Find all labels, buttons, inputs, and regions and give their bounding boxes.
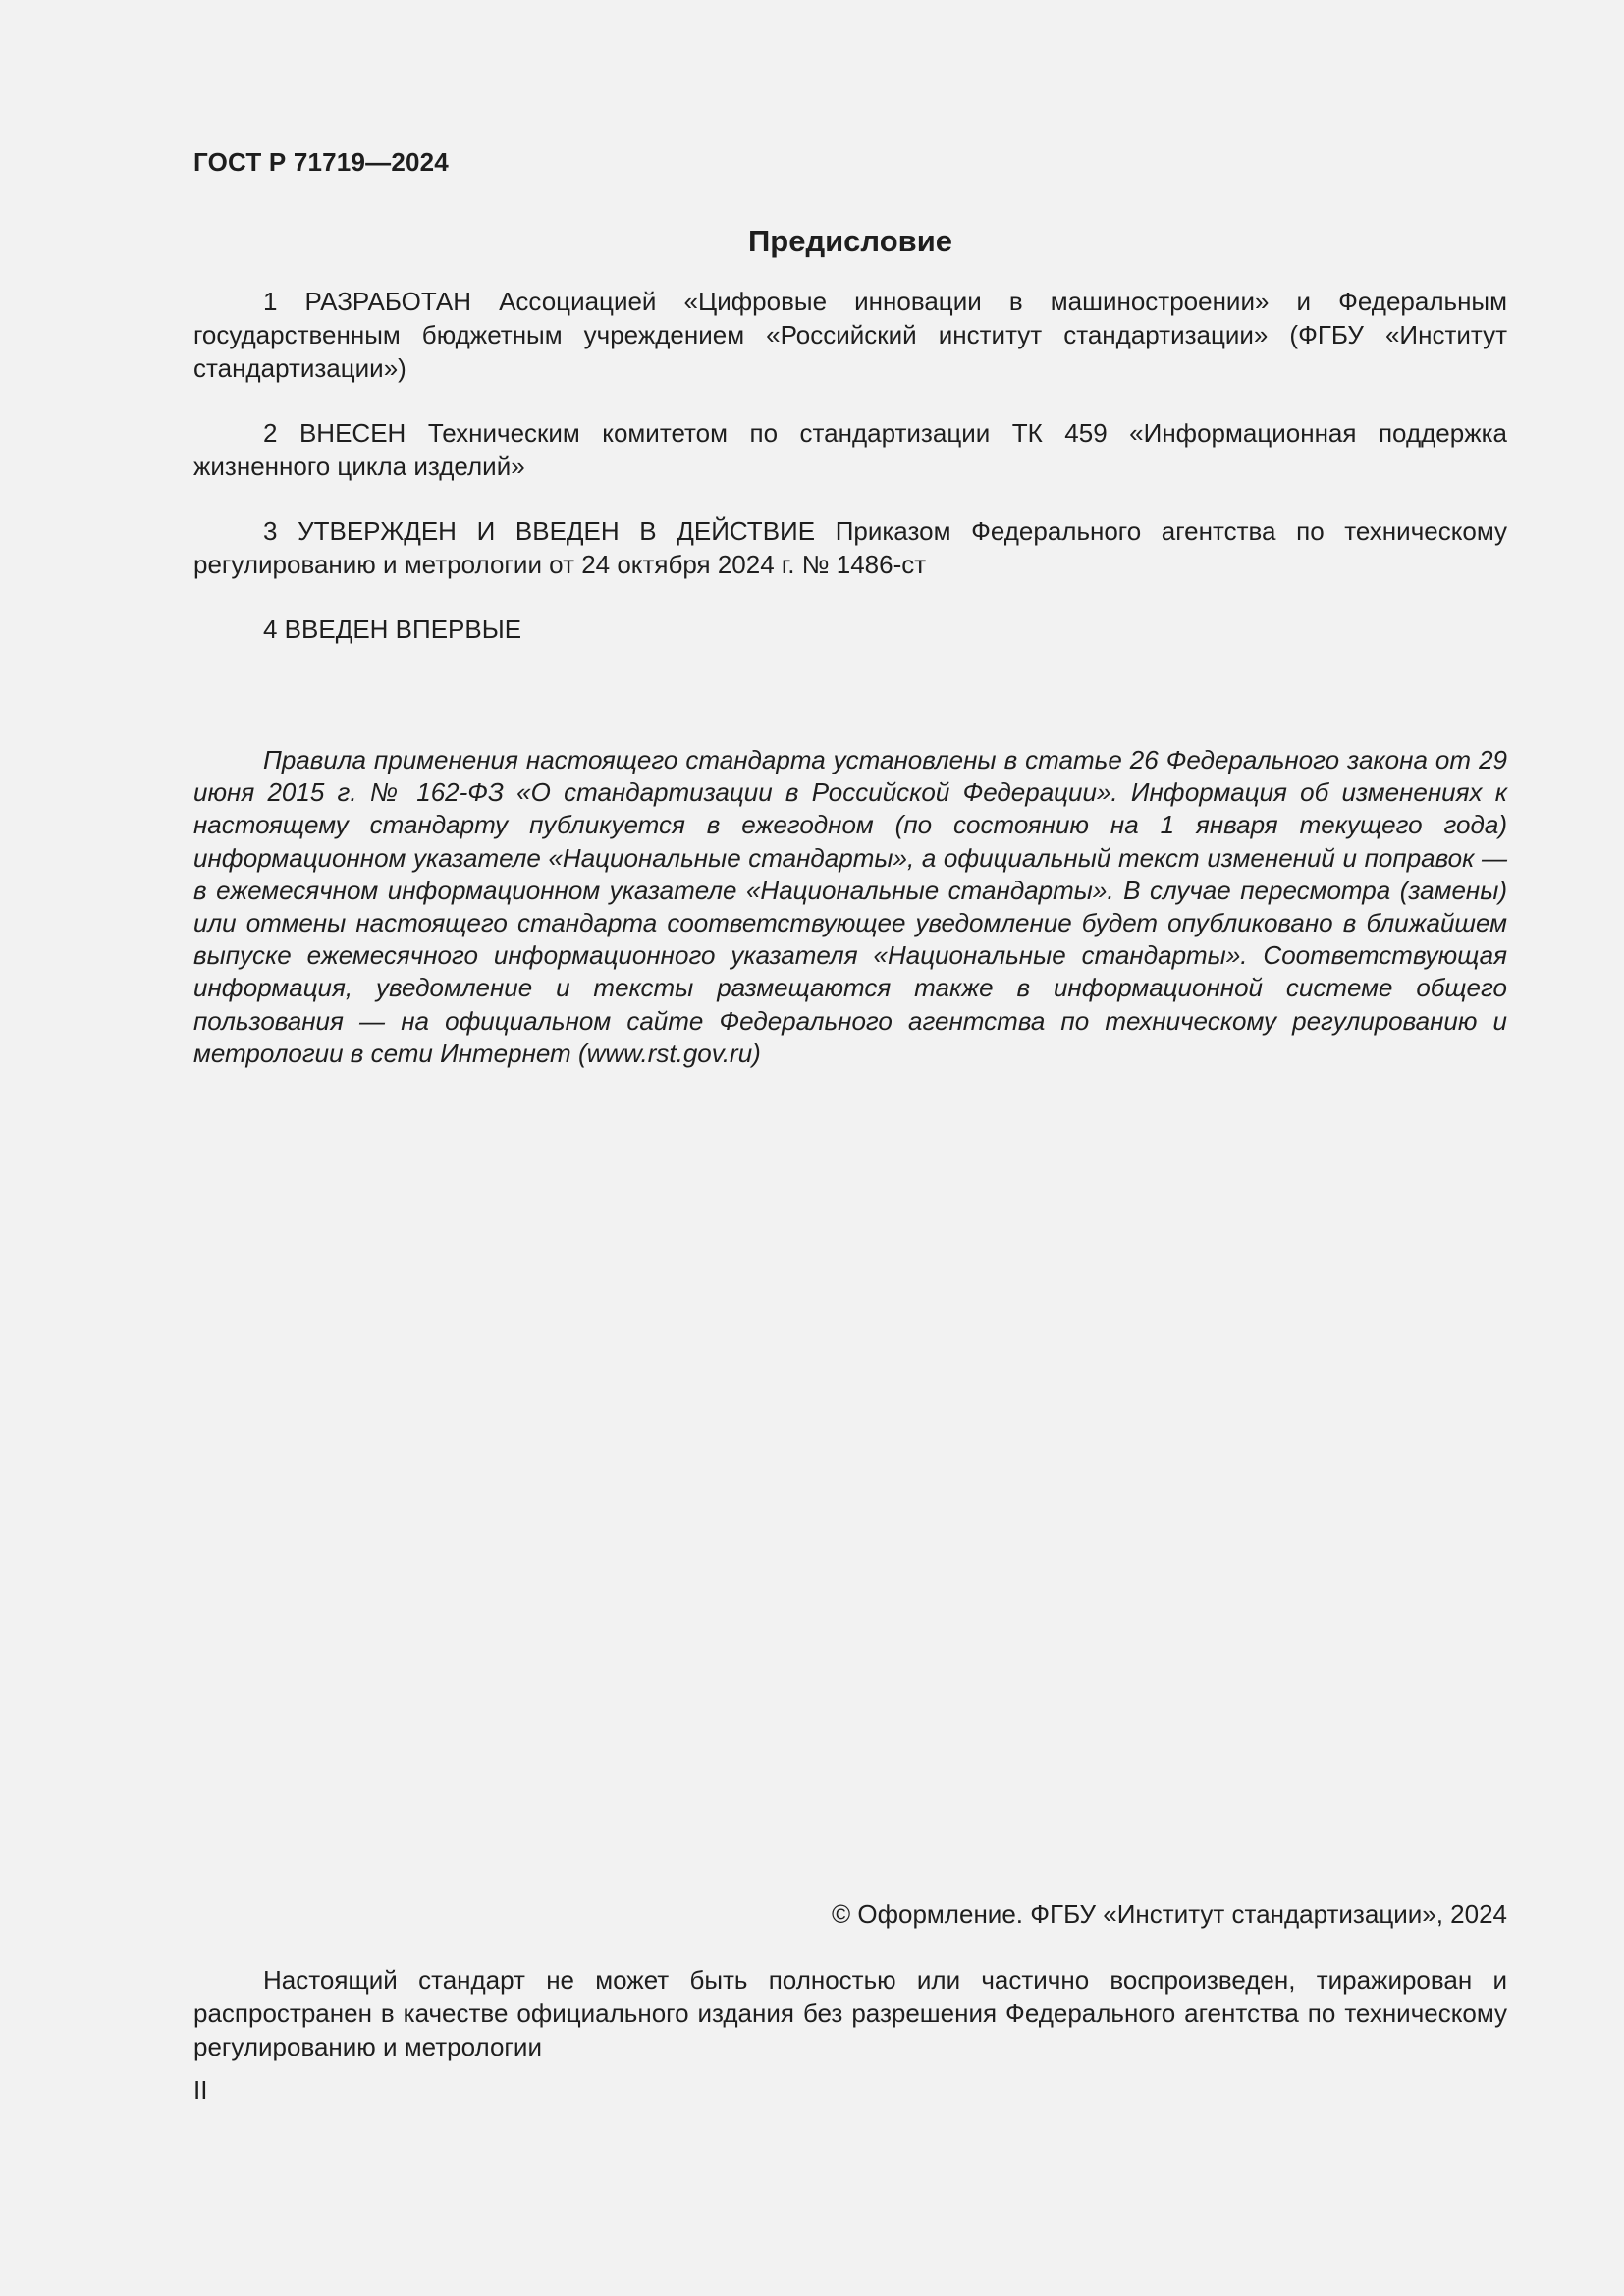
foreword-item-approved: 3 УТВЕРЖДЕН И ВВЕДЕН В ДЕЙСТВИЕ Приказом Федерального агентства по техническому регулированию и метрологии от 24 октября 2024 г. № 1486-ст: [193, 516, 1507, 579]
application-rules-notice: Правила применения настоящего стандарта установлены в статье 26 Федерального закона от 29 июня 2015 г. № 162-ФЗ «О стандартизации в Российской Федерации». Информация об изменениях к настоящему стандарту публикуется в ежегодном (по состоянию на 1 января текущего года) информационном указателе «Национальные стандарты», а официальный текст изменений и поправок — в ежемесячном информационном указателе «Национальные стандарты». В случае пересмотра (замены) или отмены настоящего стандарта соответствующее уведомление будет опубликовано в ближайшем выпуске ежемесячного информационного указателя «Национальные стандарты». Соответствующая информация, уведомление и тексты размещаются также в информационной системе общего пользования — на официальном сайте Федерального агентства по техническому регулированию и метрологии в сети Интернет (www.rst.gov.ru): [193, 745, 1507, 1068]
document-code: ГОСТ Р 71719—2024: [193, 147, 449, 177]
foreword-item-submitted: 2 ВНЕСЕН Техническим комитетом по стандартизации ТК 459 «Информационная поддержка жизненного цикла изделий»: [193, 418, 1507, 481]
copyright-line: © Оформление. ФГБУ «Институт стандартизации», 2024: [832, 1899, 1507, 1929]
foreword-item-introduced: 4 ВВЕДЕН ВПЕРВЫЕ: [263, 614, 522, 644]
page-number: II: [193, 2075, 208, 2105]
reproduction-rights-notice: Настоящий стандарт не может быть полностью или частично воспроизведен, тиражирован и распространен в качестве официального издания без разрешения Федерального агентства по техническому регулированию и метрологии: [193, 1965, 1507, 2061]
foreword-title: Предисловие: [747, 224, 952, 258]
foreword-item-developed: 1 РАЗРАБОТАН Ассоциацией «Цифровые инновации в машиностроении» и Федеральным государственным бюджетным учреждением «Российский институт стандартизации» (ФГБУ «Институт стандартизации»): [193, 287, 1507, 383]
document-page: [193, 0, 1507, 2296]
